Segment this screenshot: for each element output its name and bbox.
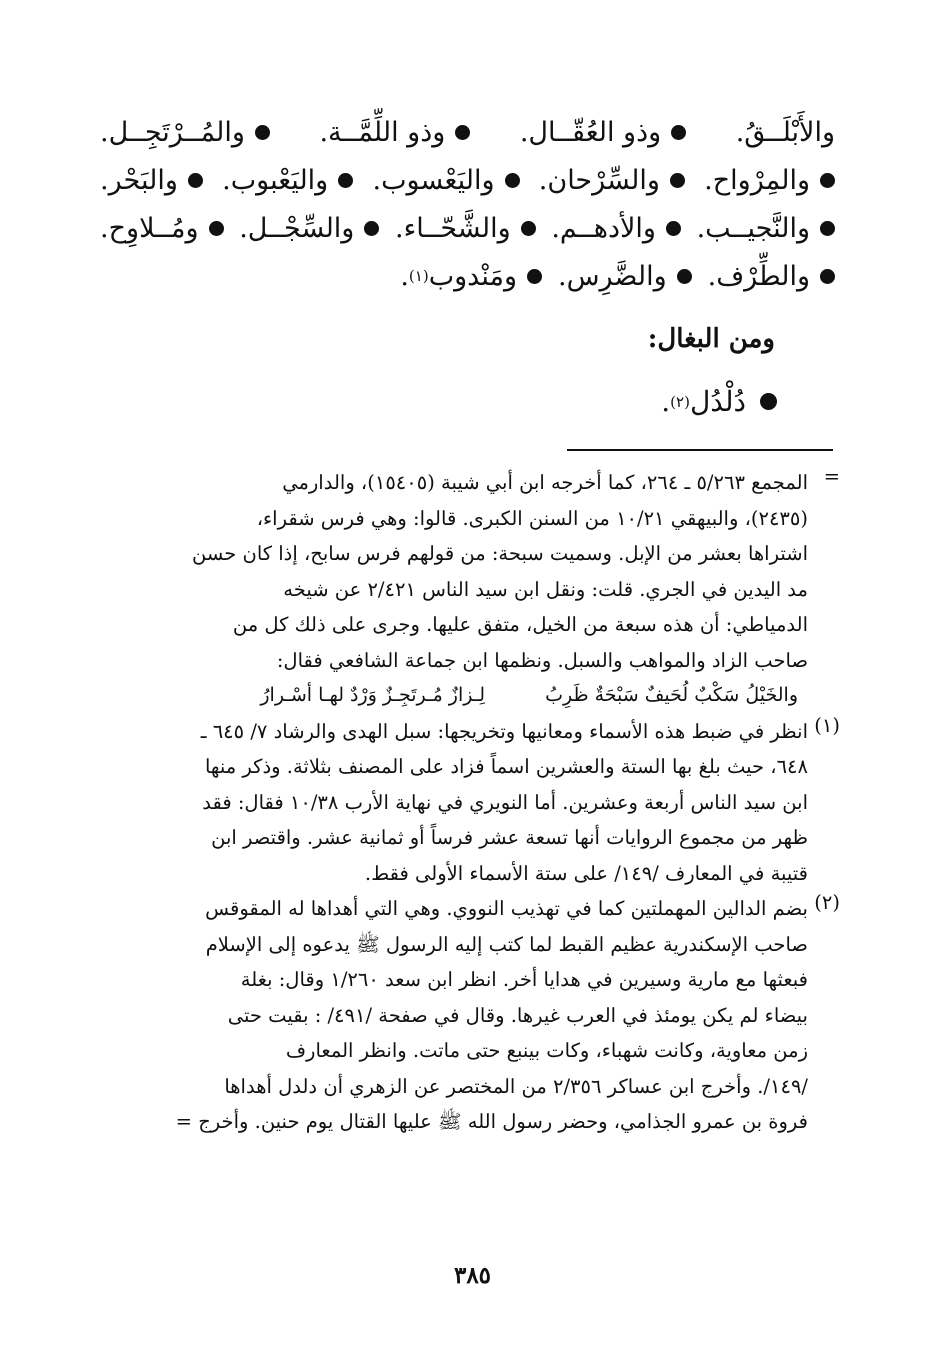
list-item: وذو اللِّمَّــة. (319, 117, 470, 148)
note-line: (٢٤٣٥)، والبيهقي ١٠/٢١ من السنن الكبرى. قالوا: وهي فرس شقراء، (256, 506, 808, 530)
main-text (100, 108, 835, 300)
list-item: واليَعْسوب. (373, 165, 520, 196)
list-item: والبَحْر. (100, 165, 203, 196)
list-item: ومُــلاوِح. (100, 213, 223, 244)
footnotes (108, 465, 838, 1140)
note-line: صاحب الإسكندرية عظيم القبط لما كتب إليه الرسول ﷺ يدعوه إلى الإسلام (205, 932, 808, 956)
bullet-icon (521, 221, 536, 236)
bullet-icon (527, 269, 542, 284)
bullet-icon (255, 125, 270, 140)
footnote-continuation (108, 465, 838, 714)
list-item: وذو العُقّــال. (520, 117, 686, 148)
note-line: ابن سيد الناس أربعة وعشرين. أما النويري في نهاية الأرب ١٠/٣٨ فقال: فقد (202, 790, 808, 814)
note-line: فروة بن عمرو الجذامي، وحضر رسول الله ﷺ عليها القتال يوم حنين. وأخرج = (175, 1110, 808, 1133)
footnote-ref-2[interactable]: (٢) (670, 392, 690, 411)
bullet-icon (338, 173, 353, 188)
list-item: والأَبْلَــقُ. (735, 116, 835, 148)
bullet-icon (209, 221, 224, 236)
duldul-item (661, 385, 777, 418)
note-line: قتيبة في المعارف /١٤٩/ على ستة الأسماء الأولى فقط. (364, 861, 808, 885)
footnote-separator (567, 449, 833, 451)
bullet-icon (820, 221, 835, 236)
page-number: ٣٨٥ (453, 1262, 492, 1289)
poem-second-hemistich: لِـزازٌ مُـرتَجِـزٌ وَرْدٌ لهـا أسْـرارُ (260, 684, 486, 706)
note-line: فبعثها مع مارية وسيرين في هدايا أخر. انظر ابن سعد ١/٢٦٠ وقال: بغلة (240, 968, 808, 991)
bullet-icon (677, 269, 692, 284)
list-item: والمِرْواح. (704, 165, 835, 196)
note-line: اشتراها بعشر من الإبل. وسميت سبحة: من قولهم فرس سابح، إذا كان حسن (192, 542, 808, 565)
note-line: بيضاء لم يكن يومئذ في العرب غيرها. وقال في صفحة /٤٩١/ : بقيت حتى (227, 1003, 808, 1027)
duldul-name: دُلْدُل (689, 385, 746, 418)
poem-verse (108, 678, 838, 714)
note-line: صاحب الزاد والمواهب والسبل. ونظمها ابن جماعة الشافعي فقال: (276, 648, 808, 672)
note-line: مد اليدين في الجري. قلت: ونقل ابن سيد الناس ٢/٤٢١ عن شيخه (283, 577, 808, 601)
poem-first-hemistich: والخَيْلُ سَكْبٌ لُحَيفٌ سَبْحَةٌ ظَرِبُ (545, 684, 798, 706)
bullet-icon (820, 269, 835, 284)
note-line: ظهر من مجموع الروايات أنها تسعة عشر فرساً أو ثمانية عشر. واقتصر ابن (211, 826, 808, 849)
list-item: والنَّجيــب. (697, 213, 835, 244)
bullet-icon (670, 173, 685, 188)
note-line: /١٤٩/. وأخرج ابن عساكر ٢/٣٥٦ من المختصر عن الزهري أن دلدل أهداها (224, 1074, 808, 1098)
main-line-1 (100, 108, 835, 156)
bullet-icon (666, 221, 681, 236)
continuation-marker: = (823, 465, 840, 488)
main-line-4 (100, 252, 835, 300)
list-item: والشَّحّــاء. (395, 213, 536, 244)
bullet-icon (671, 125, 686, 140)
list-item: والطِّرْف. (708, 261, 835, 292)
note-line: الدمياطي: أن هذه سبعة من الخيل، متفق عليها. وجرى على ذلك كل من (232, 613, 808, 636)
note-line: ٦٤٨، حيث بلغ بها الستة والعشرين اسماً فزاد على المصنف بثلاثة. وذكر منها (204, 755, 808, 778)
footnote-1-marker: (١) (814, 713, 840, 737)
footnote-2-marker: (٢) (814, 891, 840, 914)
duldul-period: . (661, 385, 671, 418)
list-item: والمُــرْتَجِــل. (100, 117, 270, 148)
bullet-icon (820, 173, 835, 188)
footnote-2 (108, 891, 838, 1140)
list-item: والسِّرْحان. (539, 165, 685, 196)
note-line: زمن معاوية، وكانت شهباء، وكات بينبع حتى ماتت. وانظر المعارف (285, 1039, 808, 1062)
note-line: انظر في ضبط هذه الأسماء ومعانيها وتخريجها: سبل الهدى والرشاد ٧/ ٦٤٥ ـ (200, 719, 808, 743)
note-line: المجمع ٥/٢٦٣ ـ ٢٦٤، كما أخرجه ابن أبي شيبة (١٥٤٠٥)، والدارمي (282, 471, 808, 494)
bullet-icon (188, 173, 203, 188)
bullet-icon (364, 221, 379, 236)
list-item: والضَّرِس. (558, 261, 692, 292)
main-line-2 (100, 156, 835, 204)
footnote-1 (108, 714, 838, 892)
footnote-ref-1[interactable]: (١) (408, 267, 429, 285)
list-item: ومَنْدوب (١) . (400, 261, 542, 292)
list-item: والسِّجْــل. (239, 213, 379, 244)
bullet-icon (760, 393, 777, 410)
bullet-icon (505, 173, 520, 188)
bullet-icon (455, 125, 470, 140)
main-line-3 (100, 204, 835, 252)
note-line: بضم الدالين المهملتين كما في تهذيب النووي. وهي التي أهداها له المقوقس (205, 897, 808, 920)
mules-heading: ومن البغال: (647, 324, 775, 354)
list-item: واليَعْبوب. (222, 165, 353, 196)
list-item: والأدهــم. (551, 213, 681, 244)
